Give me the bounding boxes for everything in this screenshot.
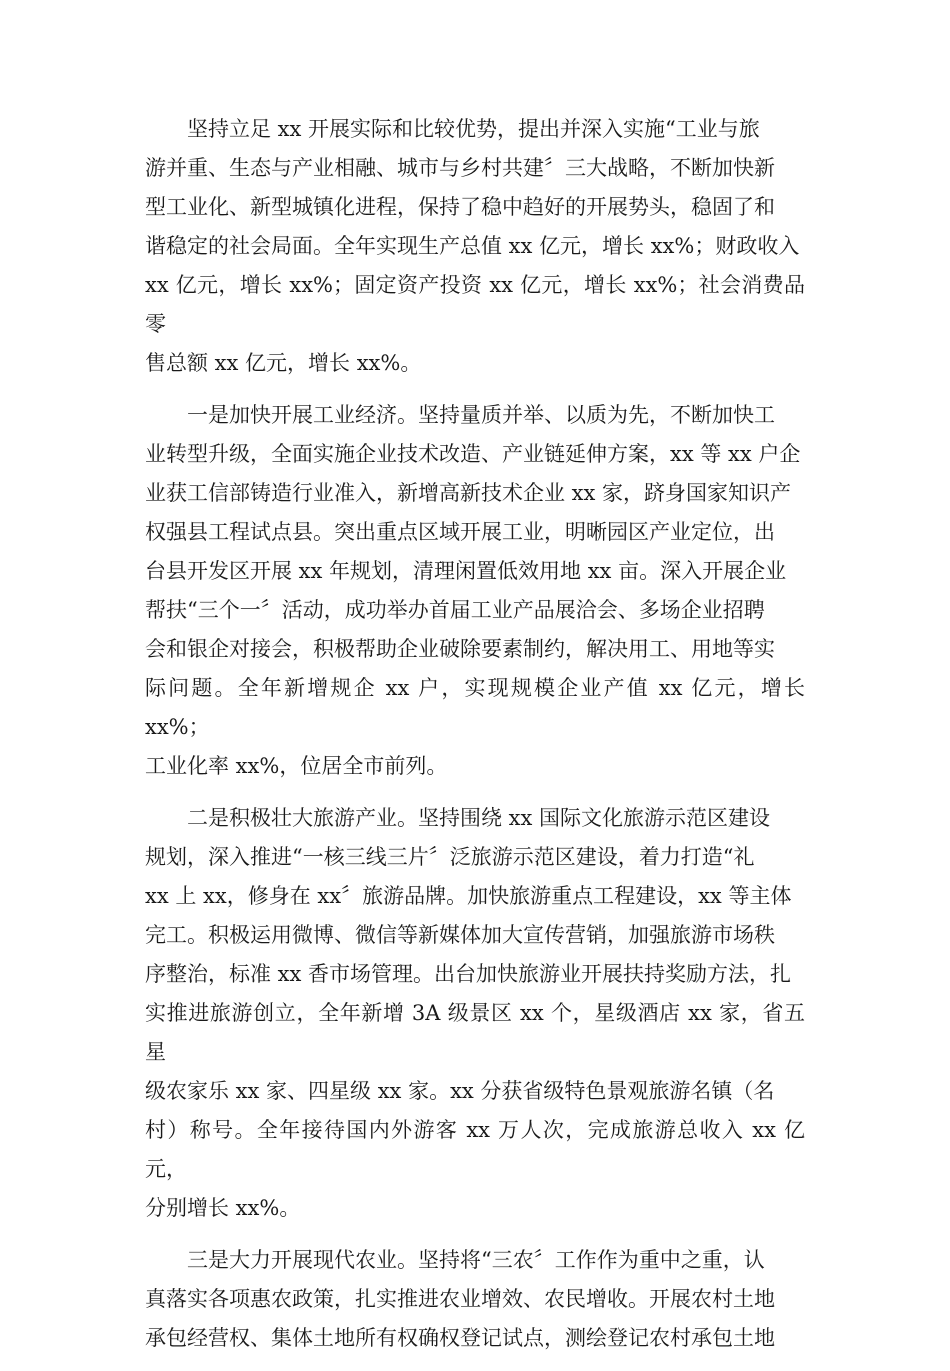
paragraph-tourism: 二是积极壮大旅游产业。坚持围绕 xx 国际文化旅游示范区建设 规划，深入推进“一核三线三片〞泛旅游示范区建设，着力打造“礼 xx 上 xx，修身在 xx〞旅游品牌。加快旅游重点工程建设，xx 等主体 完工。积极运用微博、微信等新媒体加大宣传营销，加强旅游市场秩 序整治，标准 xx 香市场管理。出台加快旅游业开展扶持奖励方法，扎 实推进旅游创立，全年新增 3A 级景区 xx 个，星级酒店 xx 家，省五星 级农家乐 xx 家、四星级 xx 家。xx 分获省级特色景观旅游名镇（名 村）称号。全年接待国内外游客 xx 万人次，完成旅游总收入 xx 亿元， 分别增长 xx%。 (145, 806, 805, 1220)
paragraph-industry: 一是加快开展工业经济。坚持量质并举、以质为先，不断加快工 业转型升级，全面实施企业技术改造、产业链延伸方案，xx 等 xx 户企 业获工信部铸造行业准入，新增高新技术企业 xx 家，跻身国家知识产 权强县工程试点县。突出重点区域开展工业，明晰园区产业定位，出 台县开发区开展 xx 年规划，清理闲置低效用地 xx 亩。深入开展企业 帮扶“三个一〞活动，成功举办首届工业产品展洽会、多场企业招聘 会和银企对接会，积极帮助企业破除要素制约，解决用工、用地等实 际问题。全年新增规企 xx 户，实现规模企业产值 xx 亿元，增长 xx%； 工业化率 xx%，位居全市前列。 (145, 403, 805, 778)
paragraph-intro: 坚持立足 xx 开展实际和比较优势，提出并深入实施“工业与旅 游并重、生态与产业相融、城市与乡村共建〞三大战略，不断加快新 型工业化、新型城镇化进程，保持了稳中趋好的开展势头，稳固了和 谐稳定的社会局面。全年实现生产总值 xx 亿元，增长 xx%；财政收入 xx 亿元，增长 xx%；固定资产投资 xx 亿元，增长 xx%；社会消费品零 售总额 xx 亿元，增长 xx%。 (145, 117, 805, 375)
paragraph-agriculture: 三是大力开展现代农业。坚持将“三农〞工作作为重中之重，认 真落实各项惠农政策，扎实推进农业增效、农民增收。开展农村土地 承包经营权、集体土地所有权确权登记试点，测绘登记农村承包土地 (145, 1248, 775, 1350)
document-body (145, 110, 805, 1371)
